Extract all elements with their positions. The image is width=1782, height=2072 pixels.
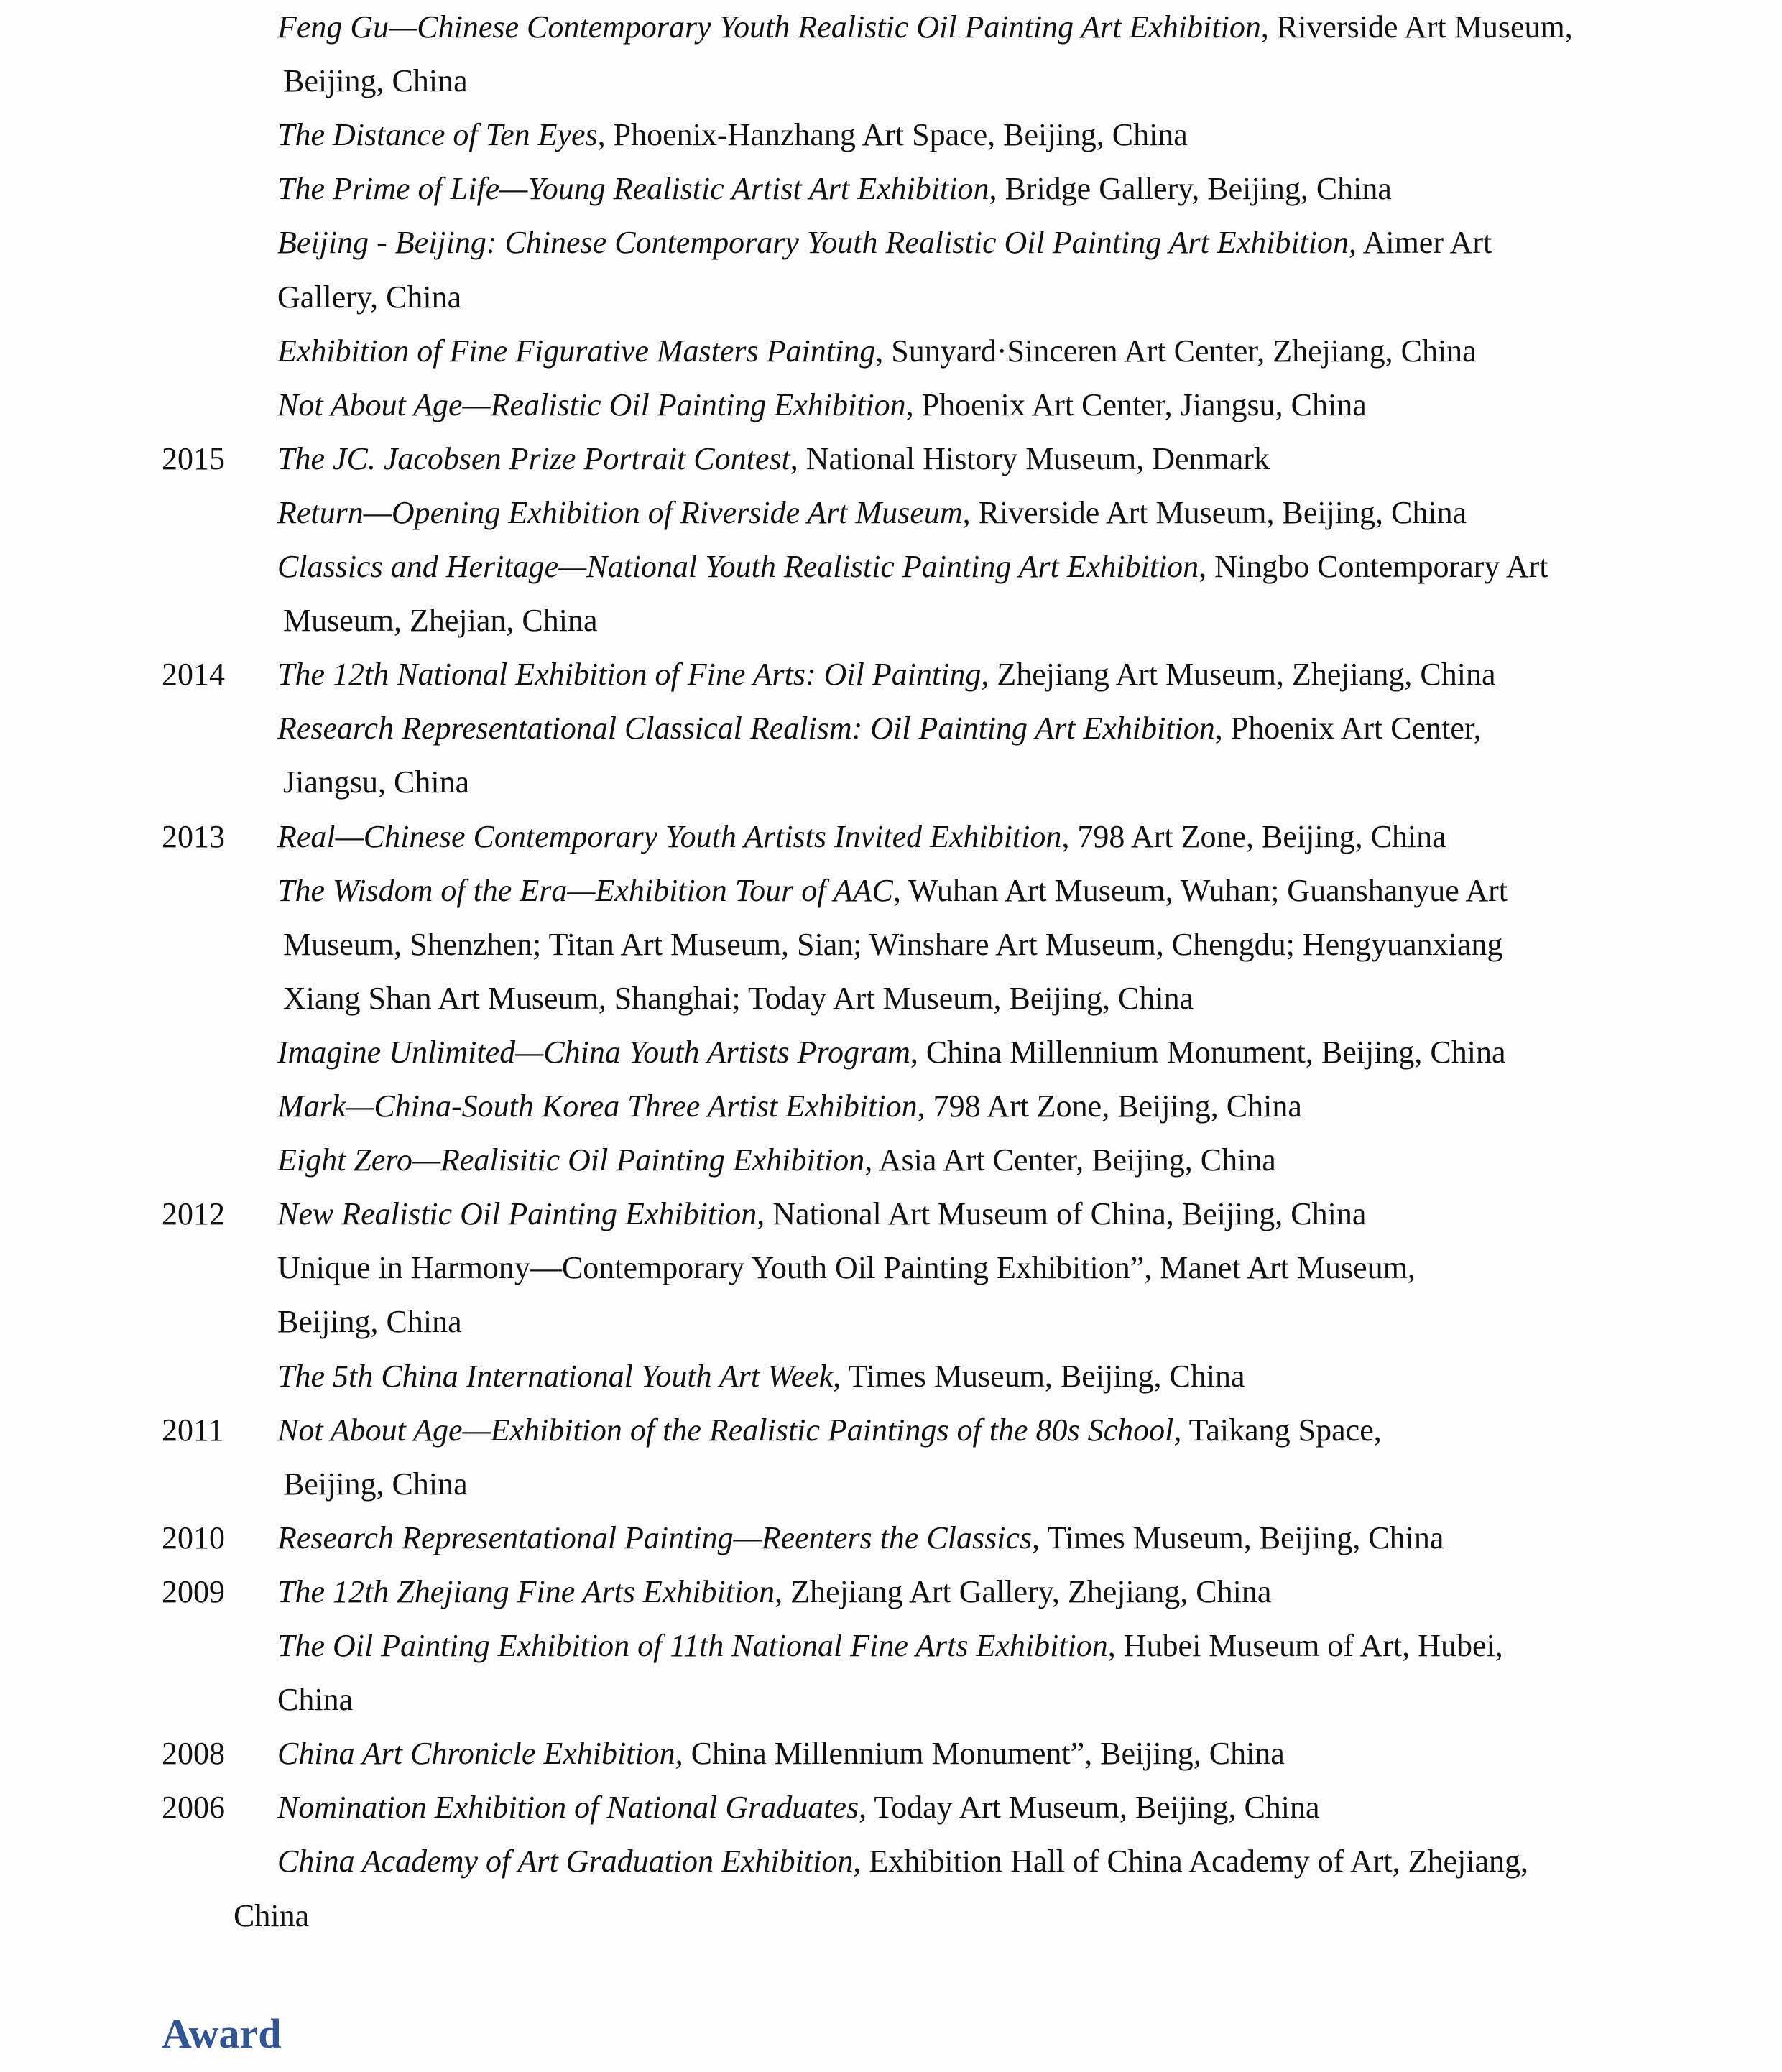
exhibition-line [0, 162, 1782, 216]
exhibition-venue: , 798 Art Zone, Beijing, China [917, 1088, 1302, 1124]
exhibition-line [0, 864, 1782, 917]
exhibition-venue: Gallery, China [277, 279, 462, 315]
exhibition-entry [277, 647, 1496, 701]
exhibition-line [0, 1780, 1782, 1834]
exhibition-title: Eight Zero—Realisitic Oil Painting Exhibition [277, 1142, 865, 1178]
exhibition-entry [283, 971, 1194, 1025]
exhibition-venue: , 798 Art Zone, Beijing, China [1061, 818, 1446, 854]
exhibition-line [0, 54, 1782, 108]
exhibition-year: 2008 [162, 1736, 225, 1772]
exhibition-venue: , Times Museum, Beijing, China [833, 1358, 1245, 1394]
exhibition-title: Research Representational Classical Realism: Oil Painting Art Exhibition [277, 711, 1215, 746]
exhibition-year: 2012 [162, 1196, 225, 1232]
exhibition-entry [277, 486, 1467, 540]
exhibition-entry [277, 810, 1446, 864]
exhibition-entry [277, 1403, 1382, 1457]
exhibition-venue: , Riverside Art Museum, [1260, 9, 1573, 45]
exhibition-entry [277, 432, 1270, 486]
exhibition-line [0, 378, 1782, 432]
exhibition-entry [277, 270, 461, 324]
exhibition-venue: , Times Museum, Beijing, China [1032, 1520, 1444, 1555]
exhibition-entry [277, 1295, 462, 1349]
exhibition-venue: , Phoenix Art Center, Jiangsu, China [905, 387, 1367, 422]
exhibition-line [0, 1133, 1782, 1187]
exhibition-venue: Museum, Shenzhen; Titan Art Museum, Sian; Winshare Art Museum, Chengdu; Hengyuanxiang [283, 926, 1503, 962]
exhibition-line [0, 1025, 1782, 1079]
exhibition-title: The Wisdom of the Era—Exhibition Tour of AAC [277, 872, 893, 908]
exhibition-venue: , Zhejiang Art Museum, Zhejiang, China [981, 657, 1496, 693]
exhibition-entry [277, 1511, 1444, 1565]
exhibition-entry [277, 1565, 1271, 1619]
exhibition-venue: , Zhejiang Art Gallery, Zhejiang, China [775, 1573, 1272, 1609]
exhibition-venue: , China Millennium Monument”, Beijing, China [675, 1736, 1285, 1772]
exhibition-line [0, 108, 1782, 162]
exhibition-line [0, 971, 1782, 1025]
exhibition-venue: Museum, Zhejian, China [283, 603, 598, 639]
exhibition-entry [277, 1079, 1302, 1133]
exhibition-entry [277, 540, 1548, 593]
exhibition-entry [277, 216, 1492, 269]
exhibition-venue: China [234, 1897, 310, 1933]
exhibition-line [0, 1457, 1782, 1511]
exhibition-venue: , Exhibition Hall of China Academy of Art, Zhejiang, [853, 1844, 1529, 1879]
exhibition-line [0, 0, 1782, 54]
exhibition-entry [277, 1133, 1276, 1187]
exhibition-entry [283, 1457, 468, 1511]
exhibition-line [0, 647, 1782, 701]
exhibition-entry [277, 1619, 1503, 1673]
exhibition-line [0, 1726, 1782, 1780]
exhibition-entry [283, 593, 598, 647]
exhibition-title: Mark—China-South Korea Three Artist Exhibition [277, 1088, 918, 1124]
exhibition-venue: , Bridge Gallery, Beijing, China [989, 171, 1392, 207]
exhibition-venue: Beijing, China [277, 1304, 462, 1340]
exhibition-venue: , Ningbo Contemporary Art [1199, 549, 1548, 584]
exhibition-venue: , Phoenix-Hanzhang Art Space, Beijing, China [597, 117, 1188, 153]
exhibition-entry [277, 324, 1477, 378]
exhibition-venue: , Sunyard·Sinceren Art Center, Zhejiang, China [875, 333, 1477, 369]
exhibition-title: Return—Opening Exhibition of Riverside Art Museum [277, 494, 963, 530]
exhibition-title: Feng Gu—Chinese Contemporary Youth Realistic Oil Painting Art Exhibition [277, 9, 1261, 45]
exhibition-entry [277, 701, 1482, 755]
exhibition-entry [277, 1834, 1528, 1888]
exhibition-entry [277, 864, 1508, 917]
exhibition-venue: , Today Art Museum, Beijing, China [859, 1790, 1320, 1826]
exhibition-venue: , Phoenix Art Center, [1214, 711, 1482, 746]
exhibition-venue: , Riverside Art Museum, Beijing, China [962, 494, 1467, 530]
exhibition-title: The Distance of Ten Eyes [277, 117, 598, 153]
exhibition-line [0, 1565, 1782, 1619]
exhibition-year: 2011 [162, 1412, 224, 1448]
exhibition-line [0, 1187, 1782, 1241]
exhibition-line [0, 324, 1782, 378]
exhibition-line [0, 1511, 1782, 1565]
exhibition-year: 2009 [162, 1573, 225, 1609]
exhibition-title: The 12th Zhejiang Fine Arts Exhibition [277, 1573, 775, 1609]
exhibition-line [0, 1403, 1782, 1457]
exhibition-venue: Beijing, China [283, 1466, 468, 1502]
exhibition-line [0, 432, 1782, 486]
exhibition-venue: , Aimer Art [1349, 225, 1492, 261]
exhibition-entry [277, 1726, 1285, 1780]
exhibition-entry [277, 1187, 1366, 1241]
exhibition-venue: , Asia Art Center, Beijing, China [864, 1142, 1276, 1178]
exhibition-entry [277, 1780, 1320, 1834]
exhibition-line [0, 216, 1782, 269]
exhibition-venue: Jiangsu, China [283, 764, 470, 800]
exhibition-title: New Realistic Oil Painting Exhibition [277, 1196, 757, 1232]
exhibition-line [0, 917, 1782, 971]
exhibition-entry [277, 1025, 1506, 1079]
exhibition-title: Beijing - Beijing: Chinese Contemporary Youth Realistic Oil Painting Art Exhibition [277, 225, 1349, 261]
exhibition-title: Research Representational Painting—Reenters the Classics [277, 1520, 1033, 1555]
exhibition-title: The JC. Jacobsen Prize Portrait Contest [277, 440, 790, 476]
exhibition-title: The 12th National Exhibition of Fine Arts: Oil Painting [277, 657, 982, 693]
exhibition-title: Not About Age—Realistic Oil Painting Exhibition [277, 387, 906, 422]
exhibition-title: The 5th China International Youth Art Week [277, 1358, 834, 1394]
exhibition-venue: , Wuhan Art Museum, Wuhan; Guanshanyue Art [892, 872, 1508, 908]
exhibition-title: Not About Age—Exhibition of the Realistic Paintings of the 80s School [277, 1412, 1174, 1448]
exhibition-entry [277, 1673, 353, 1726]
exhibition-entry [277, 108, 1188, 162]
exhibition-line [0, 1349, 1782, 1403]
exhibition-venue: , National History Museum, Denmark [790, 440, 1270, 476]
exhibition-entry [283, 917, 1502, 971]
exhibition-title: The Oil Painting Exhibition of 11th National Fine Arts Exhibition [277, 1628, 1108, 1663]
exhibition-line [0, 540, 1782, 593]
exhibition-title: Imagine Unlimited—China Youth Artists Program [277, 1034, 910, 1070]
exhibition-title: Real—Chinese Contemporary Youth Artists Invited Exhibition [277, 818, 1062, 854]
exhibition-year: 2010 [162, 1520, 225, 1555]
exhibition-title: China Academy of Art Graduation Exhibition [277, 1844, 854, 1879]
section-heading-award: Award [162, 2010, 282, 2057]
exhibition-line [0, 1619, 1782, 1673]
exhibition-venue: Beijing, China [283, 63, 468, 99]
exhibition-venue: , Taikang Space, [1173, 1412, 1382, 1448]
exhibition-line [0, 701, 1782, 755]
exhibition-year: 2006 [162, 1790, 225, 1826]
exhibition-line [0, 270, 1782, 324]
exhibition-venue: , National Art Museum of China, Beijing, China [757, 1196, 1367, 1232]
exhibition-entry [277, 378, 1367, 432]
exhibition-year: 2013 [162, 818, 225, 854]
exhibition-entry [277, 0, 1573, 54]
exhibition-entry [283, 54, 468, 108]
exhibition-line [0, 1834, 1782, 1888]
exhibition-line [0, 1079, 1782, 1133]
exhibition-venue: , China Millennium Monument, Beijing, China [910, 1034, 1506, 1070]
exhibition-title: Nomination Exhibition of National Graduates [277, 1790, 859, 1826]
exhibition-venue: Unique in Harmony—Contemporary Youth Oil Painting Exhibition”, Manet Art Museum, [277, 1250, 1416, 1286]
exhibition-line [0, 1673, 1782, 1726]
exhibition-line [0, 1295, 1782, 1349]
exhibition-title: The Prime of Life—Young Realistic Artist Art Exhibition [277, 171, 989, 207]
exhibition-line [0, 486, 1782, 540]
exhibition-entry [277, 1241, 1416, 1295]
exhibition-entry [277, 162, 1392, 216]
exhibition-title: Classics and Heritage—National Youth Realistic Painting Art Exhibition [277, 549, 1199, 584]
exhibition-entry [277, 1349, 1245, 1403]
exhibition-title: Exhibition of Fine Figurative Masters Painting [277, 333, 876, 369]
exhibition-year: 2015 [162, 440, 225, 476]
exhibition-title: China Art Chronicle Exhibition [277, 1736, 675, 1772]
exhibition-line [0, 755, 1782, 809]
exhibition-line [0, 810, 1782, 864]
exhibition-line [0, 1241, 1782, 1295]
exhibition-line [0, 593, 1782, 647]
exhibition-entry [234, 1889, 309, 1943]
exhibition-line [0, 1889, 1782, 1943]
exhibition-year: 2014 [162, 657, 225, 693]
exhibition-venue: Xiang Shan Art Museum, Shanghai; Today Art Museum, Beijing, China [283, 980, 1194, 1016]
exhibition-venue: China [277, 1682, 354, 1718]
exhibition-venue: , Hubei Museum of Art, Hubei, [1107, 1628, 1503, 1663]
exhibition-entry [283, 755, 469, 809]
